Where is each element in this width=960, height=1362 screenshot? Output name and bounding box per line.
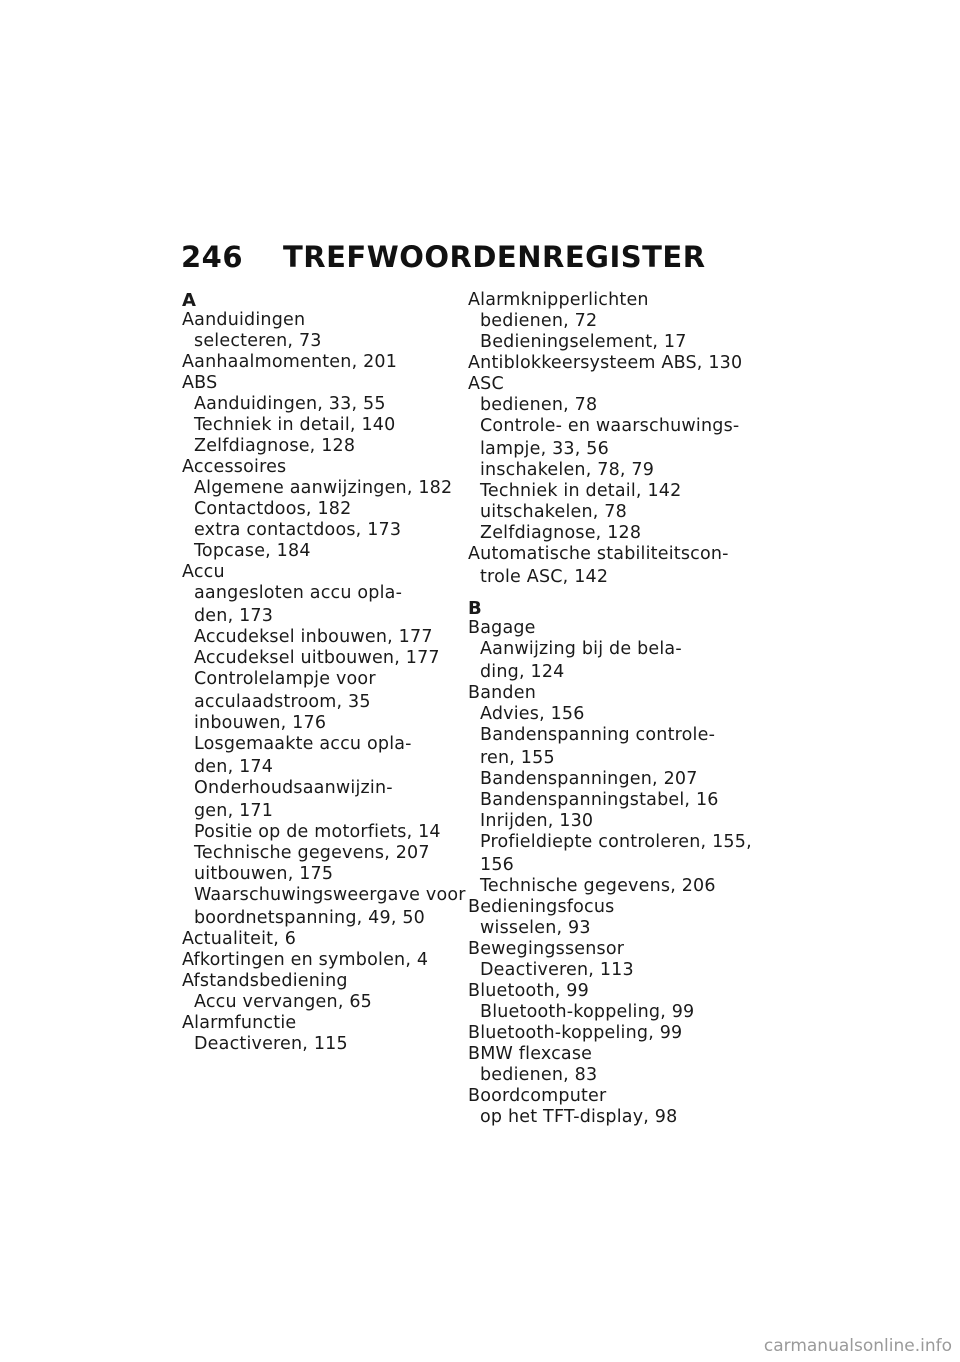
index-subentry: uitschakelen, 78 xyxy=(480,502,627,522)
index-subentry: Controlelampje voor xyxy=(194,669,376,689)
index-subentry: Bandenspanningstabel, 16 xyxy=(480,790,719,810)
index-subentry: Deactiveren, 115 xyxy=(194,1034,348,1054)
index-entry: Accu xyxy=(182,562,225,582)
watermark: carmanualsonline.info xyxy=(763,1336,952,1356)
index-column-left xyxy=(182,290,472,1055)
index-entry: Actualiteit, 6 xyxy=(182,929,297,949)
index-subentry: aangesloten accu opla- xyxy=(194,583,403,603)
index-subentry-continuation: gen, 171 xyxy=(194,801,274,821)
index-subentry: Losgemaakte accu opla- xyxy=(194,734,412,754)
index-entry: BMW flexcase xyxy=(468,1044,593,1064)
page-number: 246 xyxy=(181,240,244,274)
index-entry: Banden xyxy=(468,683,536,703)
index-subentry: Bluetooth-koppeling, 99 xyxy=(480,1002,695,1022)
index-subentry-continuation: acculaadstroom, 35 xyxy=(194,692,371,712)
index-subentry-continuation: ren, 155 xyxy=(480,748,555,768)
index-subentry-continuation: den, 174 xyxy=(194,757,274,777)
index-subentry: Positie op de motorfiets, 14 xyxy=(194,822,441,842)
index-subentry: Profieldiepte controleren, 155, xyxy=(480,832,752,852)
index-subentry: Bandenspanningen, 207 xyxy=(480,769,698,789)
index-entry: Alarmfunctie xyxy=(182,1013,297,1033)
index-entry: Automatische stabiliteitscon- xyxy=(468,544,729,564)
index-column-right xyxy=(468,290,758,1128)
index-subentry: Techniek in detail, 142 xyxy=(480,481,682,501)
index-entry: Antiblokkeersysteem ABS, 130 xyxy=(468,353,743,373)
index-subentry: op het TFT-display, 98 xyxy=(480,1107,678,1127)
index-letter-heading: A xyxy=(182,290,197,311)
index-subentry: Accudeksel inbouwen, 177 xyxy=(194,627,433,647)
index-subentry: Zelfdiagnose, 128 xyxy=(194,436,356,456)
index-entry: ABS xyxy=(182,373,218,393)
index-subentry: inschakelen, 78, 79 xyxy=(480,460,655,480)
index-subentry-continuation: trole ASC, 142 xyxy=(480,567,609,587)
index-entry: Accessoires xyxy=(182,457,287,477)
index-subentry: bedienen, 78 xyxy=(480,395,598,415)
index-entry: Bluetooth, 99 xyxy=(468,981,589,1001)
index-subentry: Technische gegevens, 207 xyxy=(194,843,430,863)
index-subentry: bedienen, 72 xyxy=(480,311,598,331)
page-title: TREFWOORDENREGISTER xyxy=(283,240,706,274)
index-entry: Boordcomputer xyxy=(468,1086,607,1106)
index-subentry: Accudeksel uitbouwen, 177 xyxy=(194,648,440,668)
page-header xyxy=(181,240,706,274)
index-subentry: Advies, 156 xyxy=(480,704,585,724)
index-subentry-continuation: lampje, 33, 56 xyxy=(480,439,609,459)
index-subentry: Controle- en waarschuwings- xyxy=(480,416,740,436)
index-subentry: Contactdoos, 182 xyxy=(194,499,352,519)
index-subentry: Bedieningselement, 17 xyxy=(480,332,687,352)
index-subentry: Zelfdiagnose, 128 xyxy=(480,523,642,543)
index-entry: Bluetooth-koppeling, 99 xyxy=(468,1023,683,1043)
index-subentry: Technische gegevens, 206 xyxy=(480,876,716,896)
index-entry: Aanduidingen xyxy=(182,310,306,330)
index-subentry: Waarschuwingsweergave voor xyxy=(194,885,466,905)
index-subentry-continuation: boordnetspanning, 49, 50 xyxy=(194,908,426,928)
index-subentry: Inrijden, 130 xyxy=(480,811,594,831)
index-subentry: Aanwijzing bij de bela- xyxy=(480,639,682,659)
index-entry: Alarmknipperlichten xyxy=(468,290,649,310)
index-subentry: extra contactdoos, 173 xyxy=(194,520,402,540)
index-subentry: Topcase, 184 xyxy=(194,541,311,561)
index-subentry: Algemene aanwijzingen, 182 xyxy=(194,478,453,498)
index-subentry: Onderhoudsaanwijzin- xyxy=(194,778,393,798)
index-subentry: Deactiveren, 113 xyxy=(480,960,634,980)
index-letter-heading: B xyxy=(468,598,482,619)
index-entry: Bagage xyxy=(468,618,536,638)
index-subentry-continuation: den, 173 xyxy=(194,606,274,626)
index-entry: Afstandsbediening xyxy=(182,971,348,991)
index-subentry: Aanduidingen, 33, 55 xyxy=(194,394,386,414)
index-subentry: inbouwen, 176 xyxy=(194,713,327,733)
index-subentry: Bandenspanning controle- xyxy=(480,725,716,745)
index-entry: Afkortingen en symbolen, 4 xyxy=(182,950,429,970)
index-subentry-continuation: 156 xyxy=(480,855,515,875)
index-entry: Bedieningsfocus xyxy=(468,897,615,917)
index-entry: Aanhaalmomenten, 201 xyxy=(182,352,398,372)
index-subentry: Techniek in detail, 140 xyxy=(194,415,396,435)
index-entry: ASC xyxy=(468,374,504,394)
index-subentry: wisselen, 93 xyxy=(480,918,591,938)
index-entry: Bewegingssensor xyxy=(468,939,625,959)
index-subentry: selecteren, 73 xyxy=(194,331,322,351)
index-subentry: uitbouwen, 175 xyxy=(194,864,334,884)
index-subentry: bedienen, 83 xyxy=(480,1065,598,1085)
index-subentry: Accu vervangen, 65 xyxy=(194,992,373,1012)
index-subentry-continuation: ding, 124 xyxy=(480,662,565,682)
